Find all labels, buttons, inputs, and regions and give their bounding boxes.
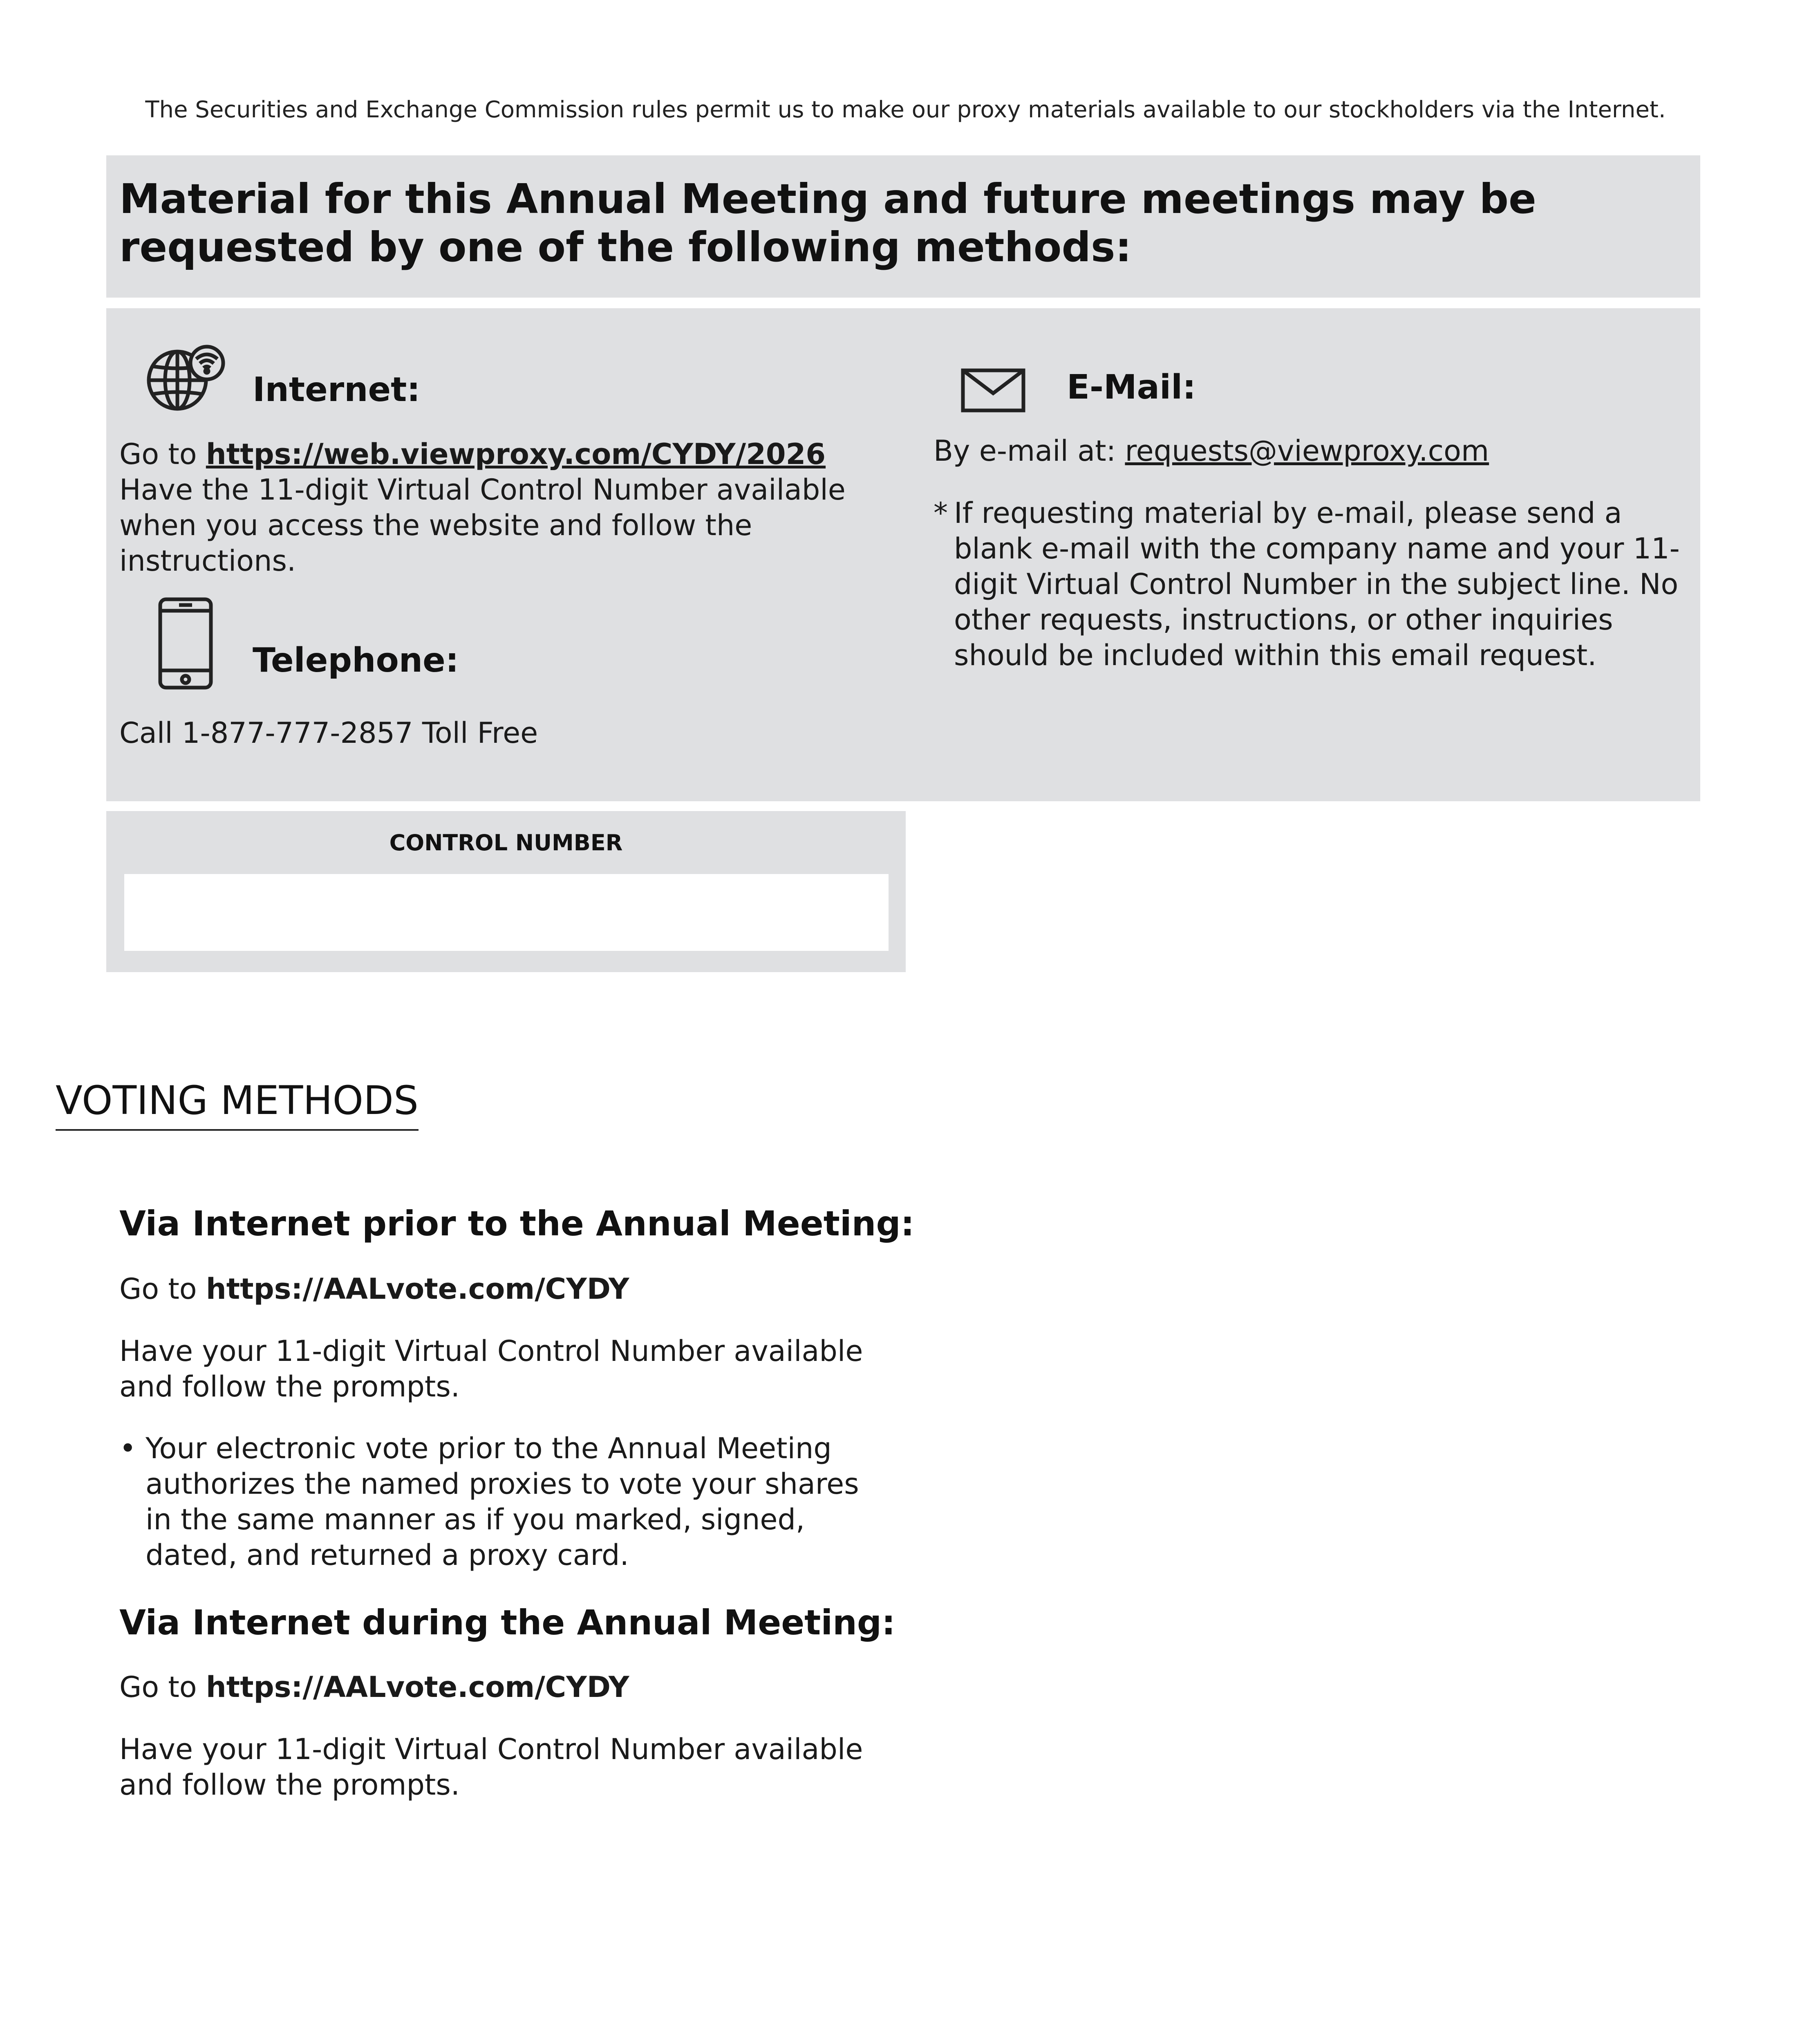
internet-instructions bbox=[119, 437, 888, 579]
email-note: If requesting material by e-mail, please send a blank e-mail with the company name and your 11-digit Virtual Control Number in the subject line. No other requests, instructions, or other inquiries should be included within this email request. bbox=[954, 496, 1680, 672]
voting-prior-goto-prefix: Go to bbox=[119, 1272, 206, 1306]
email-prefix: By e-mail at: bbox=[933, 434, 1125, 468]
envelope-icon bbox=[960, 368, 1026, 413]
email-note-marker: * bbox=[933, 496, 948, 530]
voting-prior-url-link[interactable]: https://AALvote.com/CYDY bbox=[206, 1272, 629, 1306]
internet-instructions-text: Have the 11-digit Virtual Control Number available when you access the website and follow the instructions. bbox=[119, 473, 846, 578]
globe-wifi-icon bbox=[145, 343, 226, 412]
email-heading: E-Mail: bbox=[1067, 368, 1196, 407]
voting-prior-url-line bbox=[119, 1271, 896, 1307]
voting-during-heading: Via Internet during the Annual Meeting: bbox=[119, 1602, 895, 1643]
email-address-link[interactable]: requests@viewproxy.com bbox=[1125, 434, 1489, 468]
telephone-heading: Telephone: bbox=[253, 641, 459, 680]
voting-during-url-link[interactable]: https://AALvote.com/CYDY bbox=[206, 1670, 629, 1704]
voting-during-goto-prefix: Go to bbox=[119, 1670, 206, 1704]
internet-heading: Internet: bbox=[253, 370, 421, 409]
voting-prior-heading: Via Internet prior to the Annual Meeting: bbox=[119, 1204, 915, 1244]
voting-prior-bullet-marker: • bbox=[119, 1432, 137, 1465]
voting-prior-text: Have your 11-digit Virtual Control Number available and follow the prompts. bbox=[119, 1334, 863, 1403]
voting-methods-title: VOTING METHODS bbox=[56, 1078, 419, 1131]
control-number-label: CONTROL NUMBER bbox=[389, 830, 623, 856]
sec-notice: The Securities and Exchange Commission rules permit us to make our proxy materials available to our stockholders via the Internet. bbox=[145, 96, 1666, 123]
voting-prior-bullet: Your electronic vote prior to the Annual Meeting authorizes the named proxies to vote your shares in the same manner as if you marked, signed, dated, and returned a proxy card. bbox=[146, 1432, 859, 1572]
request-header-title: Material for this Annual Meeting and future meetings may be requested by one of the following methods: bbox=[119, 175, 1536, 271]
voting-during-url-line bbox=[119, 1670, 896, 1705]
email-address-line bbox=[933, 433, 1669, 469]
internet-url-link[interactable]: https://web.viewproxy.com/CYDY/2026 bbox=[206, 437, 826, 471]
smartphone-icon bbox=[157, 597, 214, 690]
control-number-field[interactable] bbox=[124, 874, 889, 951]
internet-goto-prefix: Go to bbox=[119, 437, 206, 471]
voting-during-text: Have your 11-digit Virtual Control Number available and follow the prompts. bbox=[119, 1732, 863, 1802]
telephone-number: Call 1-877-777-2857 Toll Free bbox=[119, 716, 538, 750]
